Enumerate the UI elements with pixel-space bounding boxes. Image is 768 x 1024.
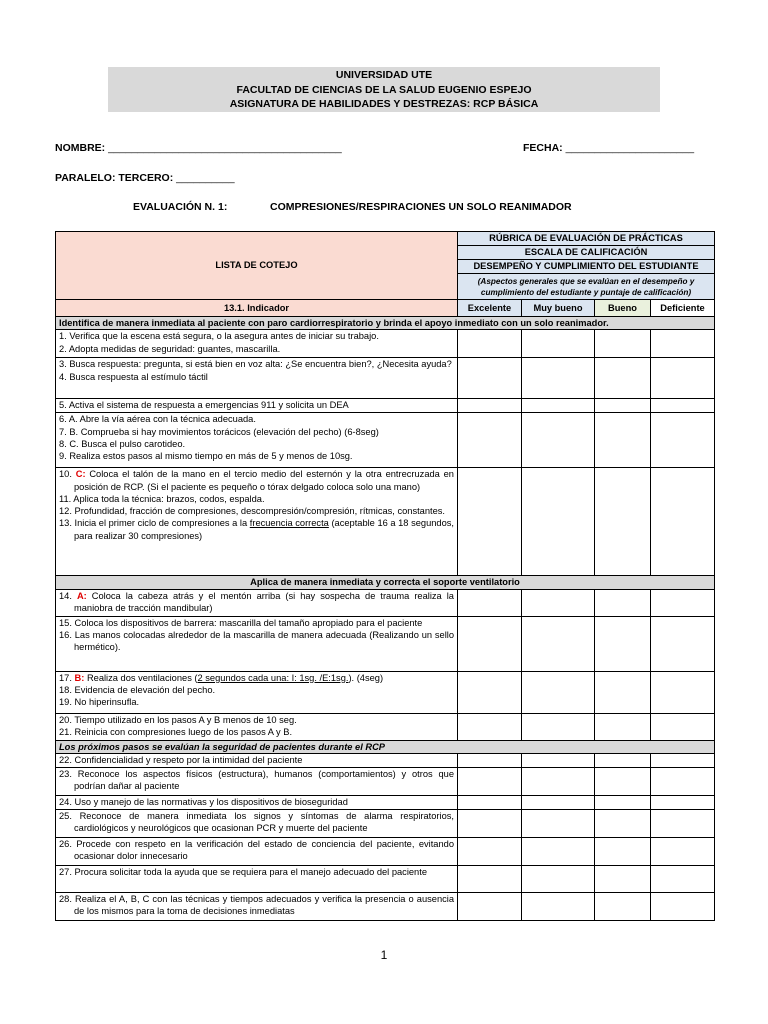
table-row bbox=[56, 713, 715, 740]
score-cell[interactable] bbox=[595, 865, 651, 892]
indicator-cell: 17. B: Realiza dos ventilaciones (2 segundos cada una: I: 1sg. /E:1sg.). (4seg) 18. Evidencia de elevación del pecho. 19. No hiperinsufla. bbox=[56, 671, 458, 713]
table-row bbox=[56, 358, 715, 399]
score-cell[interactable] bbox=[458, 616, 522, 671]
score-cell[interactable] bbox=[522, 468, 595, 576]
score-cell[interactable] bbox=[651, 399, 715, 413]
section-ventilatorio: Aplica de manera inmediata y correcta el soporte ventilatorio bbox=[56, 576, 715, 589]
indicator-cell: 28. Realiza el A, B, C con las técnicas y tiempos adecuados y verifica la presencia o ausencia de los mismos para la toma de decisiones inmediatas bbox=[56, 892, 458, 920]
score-cell[interactable] bbox=[651, 589, 715, 616]
score-cell[interactable] bbox=[651, 413, 715, 468]
score-cell[interactable] bbox=[522, 713, 595, 740]
score-cell[interactable] bbox=[522, 892, 595, 920]
indicator-cell: 3. Busca respuesta: pregunta, si está bien en voz alta: ¿Se encuentra bien?, ¿Necesita ayuda? 4. Busca respuesta al estímulo táctil bbox=[56, 358, 458, 399]
score-cell[interactable] bbox=[651, 865, 715, 892]
score-cell[interactable] bbox=[458, 468, 522, 576]
aspectos-note: (Aspectos generales que se evalúan en el desempeño y cumplimiento del estudiante y puntaje de calificación) bbox=[458, 274, 715, 300]
section-identifica: Identifica de manera inmediata al paciente con paro cardiorrespiratorio y brinda el apoyo inmediato con un solo reanimador. bbox=[56, 317, 715, 330]
score-cell[interactable] bbox=[651, 809, 715, 837]
table-row bbox=[56, 413, 715, 468]
score-cell[interactable] bbox=[458, 330, 522, 358]
score-cell[interactable] bbox=[595, 468, 651, 576]
score-cell[interactable] bbox=[458, 809, 522, 837]
score-cell[interactable] bbox=[595, 616, 651, 671]
indicator-cell: 26. Procede con respeto en la verificación del estado de conciencia del paciente, evitando ocasionar dolor innecesario bbox=[56, 837, 458, 865]
score-cell[interactable] bbox=[651, 837, 715, 865]
score-cell[interactable] bbox=[458, 399, 522, 413]
page-number: 1 bbox=[380, 948, 388, 962]
score-cell[interactable] bbox=[651, 753, 715, 767]
nombre-line bbox=[55, 142, 342, 154]
indicator-cell: 15. Coloca los dispositivos de barrera: mascarilla del tamaño apropiado para el paciente 16. Las manos colocadas alrededor de la mascarilla de manera adecuada (Realizando un sello hermético). bbox=[56, 616, 458, 671]
score-cell[interactable] bbox=[595, 399, 651, 413]
paralelo-label: PARALELO: TERCERO: bbox=[55, 172, 174, 184]
col-excelente: Excelente bbox=[458, 300, 522, 317]
score-cell[interactable] bbox=[651, 767, 715, 795]
table-row bbox=[56, 399, 715, 413]
score-cell[interactable] bbox=[458, 892, 522, 920]
score-cell[interactable] bbox=[651, 616, 715, 671]
table-row bbox=[56, 865, 715, 892]
score-cell[interactable] bbox=[522, 589, 595, 616]
evaluation-table bbox=[55, 231, 715, 921]
score-cell[interactable] bbox=[595, 795, 651, 809]
score-cell[interactable] bbox=[595, 809, 651, 837]
score-cell[interactable] bbox=[595, 589, 651, 616]
score-cell[interactable] bbox=[522, 358, 595, 399]
rubrica-header: RÚBRICA DE EVALUACIÓN DE PRÁCTICAS bbox=[458, 232, 715, 246]
escala-header: ESCALA DE CALIFICACIÓN bbox=[458, 246, 715, 260]
score-cell[interactable] bbox=[651, 713, 715, 740]
score-cell[interactable] bbox=[595, 713, 651, 740]
table-row bbox=[56, 468, 715, 576]
col-bueno: Bueno bbox=[595, 300, 651, 317]
score-cell[interactable] bbox=[458, 671, 522, 713]
lista-cotejo-header: LISTA DE COTEJO bbox=[56, 232, 458, 300]
score-cell[interactable] bbox=[522, 671, 595, 713]
score-cell[interactable] bbox=[595, 837, 651, 865]
col-muy-bueno: Muy bueno bbox=[522, 300, 595, 317]
evaluacion-title: COMPRESIONES/RESPIRACIONES UN SOLO REANIMADOR bbox=[270, 201, 572, 213]
table-row bbox=[56, 753, 715, 767]
score-cell[interactable] bbox=[651, 358, 715, 399]
score-cell[interactable] bbox=[522, 330, 595, 358]
score-cell[interactable] bbox=[595, 767, 651, 795]
indicator-cell: 20. Tiempo utilizado en los pasos A y B menos de 10 seg. 21. Reinicia con compresiones luego de los pasos A y B. bbox=[56, 713, 458, 740]
indicator-cell: 27. Procura solicitar toda la ayuda que se requiera para el manejo adecuado del paciente bbox=[56, 865, 458, 892]
indicator-cell: 6. A. Abre la vía aérea con la técnica adecuada. 7. B. Comprueba si hay movimientos torácicos (elevación del pecho) (6-8seg) 8. C. Busca el pulso carotideo. 9. Realiza estos pasos al mismo tiempo en más de 5 y menos de 10sg. bbox=[56, 413, 458, 468]
score-cell[interactable] bbox=[458, 837, 522, 865]
fecha-label: FECHA: bbox=[523, 142, 563, 154]
paralelo-field[interactable]: __________ bbox=[176, 172, 235, 184]
indicator-cell: 14. A: Coloca la cabeza atrás y el mentón arriba (si hay sospecha de trauma realiza la maniobra de tracción mandibular) bbox=[56, 589, 458, 616]
score-cell[interactable] bbox=[522, 767, 595, 795]
fecha-field[interactable]: ______________________ bbox=[565, 142, 695, 154]
score-cell[interactable] bbox=[651, 468, 715, 576]
paralelo-line bbox=[55, 172, 235, 184]
score-cell[interactable] bbox=[522, 399, 595, 413]
score-cell[interactable] bbox=[458, 865, 522, 892]
indicator-cell: 1. Verifica que la escena está segura, o la asegura antes de iniciar su trabajo. 2. Adopta medidas de seguridad: guantes, mascarilla. bbox=[56, 330, 458, 358]
score-cell[interactable] bbox=[522, 795, 595, 809]
score-cell[interactable] bbox=[522, 616, 595, 671]
table-row bbox=[56, 837, 715, 865]
score-cell[interactable] bbox=[595, 671, 651, 713]
table-row bbox=[56, 809, 715, 837]
score-cell[interactable] bbox=[651, 671, 715, 713]
document-header bbox=[108, 67, 660, 112]
score-cell[interactable] bbox=[458, 358, 522, 399]
indicator-cell: 23. Reconoce los aspectos físicos (estructura), humanos (comportamientos) y otros que podrían dañar al paciente bbox=[56, 767, 458, 795]
table-row bbox=[56, 616, 715, 671]
university-name: UNIVERSIDAD UTE bbox=[335, 69, 433, 81]
score-cell[interactable] bbox=[522, 865, 595, 892]
course-name: ASIGNATURA DE HABILIDADES Y DESTREZAS: RCP BÁSICA bbox=[229, 98, 539, 110]
section-seguridad: Los próximos pasos se evalúan la seguridad de pacientes durante el RCP bbox=[56, 740, 715, 753]
score-cell[interactable] bbox=[458, 767, 522, 795]
nombre-label: NOMBRE: bbox=[55, 142, 106, 154]
indicator-cell: 25. Reconoce de manera inmediata los signos y síntomas de alarma respiratorios, cardiológicos y neurológicos que ocasionan PCR y muerte del paciente bbox=[56, 809, 458, 837]
score-cell[interactable] bbox=[522, 413, 595, 468]
indicator-cell: 10. C: Coloca el talón de la mano en el tercio medio del esternón y la otra entrecruzada en posición de RCP. (Si el paciente es pequeño o tórax delgado coloca solo una mano) 11. Aplica toda la técnica: brazos, codos, espalda. 12. Profundidad, fracción de compresiones, descompresión/compresión, rítmicas, constantes. 13. Inicia el primer ciclo de compresiones a la frecuencia correcta (aceptable 16 a 18 segundos, para realizar 30 compresiones) bbox=[56, 468, 458, 576]
desempeno-header: DESEMPEÑO Y CUMPLIMIENTO DEL ESTUDIANTE bbox=[458, 260, 715, 274]
indicator-cell: 22. Confidencialidad y respeto por la intimidad del paciente bbox=[56, 753, 458, 767]
faculty-name: FACULTAD DE CIENCIAS DE LA SALUD EUGENIO ESPEJO bbox=[236, 83, 532, 96]
table-row bbox=[56, 589, 715, 616]
table-row bbox=[56, 892, 715, 920]
score-cell[interactable] bbox=[522, 837, 595, 865]
col-deficiente: Deficiente bbox=[651, 300, 715, 317]
score-cell[interactable] bbox=[458, 795, 522, 809]
fecha-line bbox=[523, 142, 694, 154]
score-cell[interactable] bbox=[595, 892, 651, 920]
nombre-field[interactable]: ________________________________________ bbox=[108, 142, 342, 154]
score-cell[interactable] bbox=[522, 753, 595, 767]
score-cell[interactable] bbox=[458, 753, 522, 767]
indicator-cell: 24. Uso y manejo de las normativas y los dispositivos de bioseguridad bbox=[56, 795, 458, 809]
table-row bbox=[56, 767, 715, 795]
score-cell[interactable] bbox=[651, 795, 715, 809]
indicator-cell: 5. Activa el sistema de respuesta a emergencias 911 y solicita un DEA bbox=[56, 399, 458, 413]
score-cell[interactable] bbox=[458, 589, 522, 616]
score-cell[interactable] bbox=[595, 330, 651, 358]
evaluacion-label: EVALUACIÓN N. 1: bbox=[133, 201, 228, 213]
table-row bbox=[56, 795, 715, 809]
table-row bbox=[56, 330, 715, 358]
table-row bbox=[56, 671, 715, 713]
score-cell[interactable] bbox=[595, 753, 651, 767]
score-cell[interactable] bbox=[458, 713, 522, 740]
indicador-header: 13.1. Indicador bbox=[56, 300, 458, 317]
score-cell[interactable] bbox=[651, 330, 715, 358]
score-cell[interactable] bbox=[595, 358, 651, 399]
score-cell[interactable] bbox=[458, 413, 522, 468]
score-cell[interactable] bbox=[522, 809, 595, 837]
score-cell[interactable] bbox=[651, 892, 715, 920]
score-cell[interactable] bbox=[595, 413, 651, 468]
